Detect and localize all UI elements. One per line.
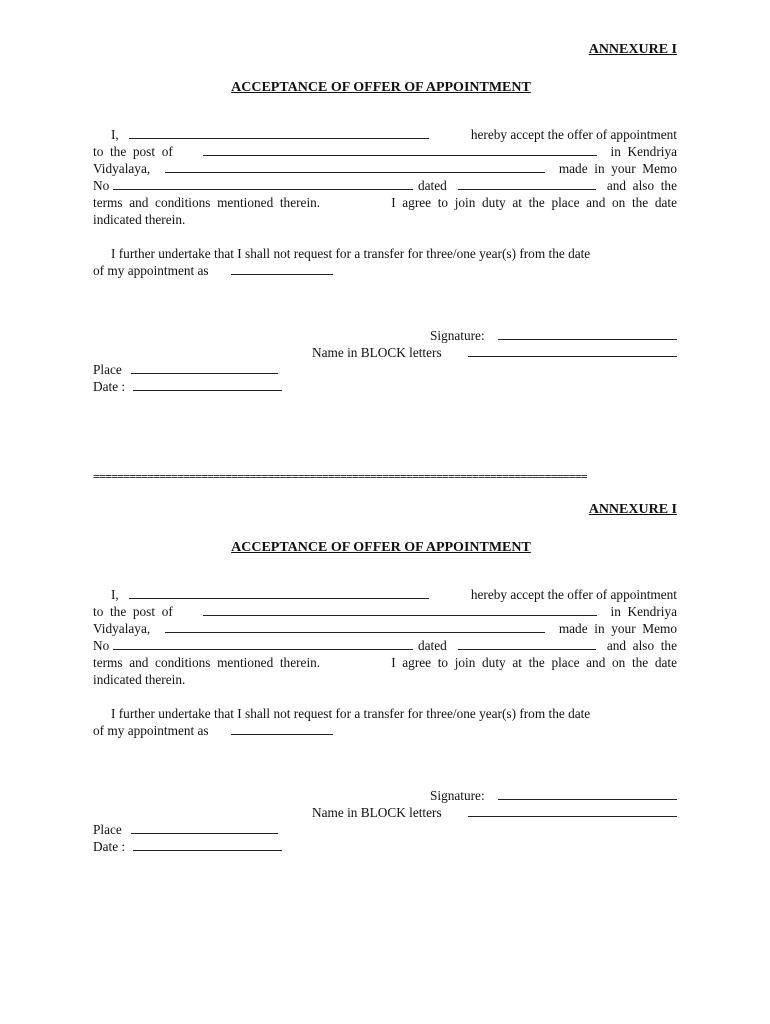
place-blank[interactable] — [131, 821, 278, 834]
text-and-also: and also the — [606, 178, 677, 193]
text-post-of: to the post of — [93, 604, 173, 619]
text-i: I, — [111, 127, 119, 142]
place-blank[interactable] — [131, 361, 278, 374]
text-terms: terms and conditions mentioned therein. — [93, 655, 321, 670]
name-blank[interactable] — [129, 126, 429, 139]
text-undertake: I further undertake that I shall not request for a transfer for three/one year(s) from the date — [111, 246, 591, 261]
acceptance-form-2 — [93, 502, 677, 855]
date-blank[interactable] — [133, 838, 282, 851]
name-block-blank[interactable] — [468, 344, 677, 357]
post-blank[interactable] — [203, 143, 597, 156]
text-dated: dated — [418, 178, 447, 193]
signature-blank[interactable] — [498, 327, 677, 340]
text-kendriya: in Kendriya — [610, 144, 677, 159]
name-block-blank[interactable] — [468, 804, 677, 817]
text-undertake: I further undertake that I shall not request for a transfer for three/one year(s) from the date — [111, 706, 591, 721]
date-label: Date : — [93, 379, 126, 394]
text-vidyalaya: Vidyalaya, — [93, 621, 151, 636]
form-title: ACCEPTANCE OF OFFER OF APPOINTMENT — [231, 540, 531, 555]
appointment-as-blank[interactable] — [231, 262, 333, 275]
text-accept: hereby accept the offer of appointment — [470, 127, 677, 142]
name-block-label: Name in BLOCK letters — [312, 345, 442, 360]
annexure-heading: ANNEXURE I — [588, 42, 677, 57]
text-kendriya: in Kendriya — [610, 604, 677, 619]
vidyalaya-blank[interactable] — [165, 620, 545, 633]
acceptance-form-1 — [93, 42, 677, 395]
text-indicated: indicated therein. — [93, 212, 186, 227]
section-separator: ================================================================================== — [93, 471, 587, 483]
memo-date-blank[interactable] — [458, 177, 596, 190]
text-terms: terms and conditions mentioned therein. — [93, 195, 321, 210]
text-i: I, — [111, 587, 119, 602]
date-blank[interactable] — [133, 378, 282, 391]
text-accept: hereby accept the offer of appointment — [470, 587, 677, 602]
text-and-also: and also the — [606, 638, 677, 653]
signature-label: Signature: — [430, 328, 485, 343]
text-no: No — [93, 638, 110, 653]
text-indicated: indicated therein. — [93, 672, 186, 687]
name-blank[interactable] — [129, 586, 429, 599]
signature-block — [93, 327, 677, 395]
appointment-as-blank[interactable] — [231, 722, 333, 735]
text-memo: made in your Memo — [558, 621, 677, 636]
post-blank[interactable] — [203, 603, 597, 616]
text-post-of: to the post of — [93, 144, 173, 159]
memo-no-blank[interactable] — [113, 637, 413, 650]
text-vidyalaya: Vidyalaya, — [93, 161, 151, 176]
acceptance-paragraph — [93, 126, 677, 228]
signature-block — [93, 787, 677, 855]
vidyalaya-blank[interactable] — [165, 160, 545, 173]
text-memo: made in your Memo — [558, 161, 677, 176]
place-label: Place — [93, 362, 122, 377]
signature-blank[interactable] — [498, 787, 677, 800]
annexure-heading: ANNEXURE I — [588, 502, 677, 517]
undertaking-paragraph — [93, 705, 677, 739]
text-dated: dated — [418, 638, 447, 653]
date-label: Date : — [93, 839, 126, 854]
text-no: No — [93, 178, 110, 193]
text-agree: I agree to join duty at the place and on the date — [391, 655, 677, 670]
memo-date-blank[interactable] — [458, 637, 596, 650]
memo-no-blank[interactable] — [113, 177, 413, 190]
text-agree: I agree to join duty at the place and on the date — [391, 195, 677, 210]
acceptance-paragraph — [93, 586, 677, 688]
undertaking-paragraph — [93, 245, 677, 279]
text-appointment-as: of my appointment as — [93, 263, 209, 278]
name-block-label: Name in BLOCK letters — [312, 805, 442, 820]
text-appointment-as: of my appointment as — [93, 723, 209, 738]
signature-label: Signature: — [430, 788, 485, 803]
place-label: Place — [93, 822, 122, 837]
form-title: ACCEPTANCE OF OFFER OF APPOINTMENT — [231, 80, 531, 95]
